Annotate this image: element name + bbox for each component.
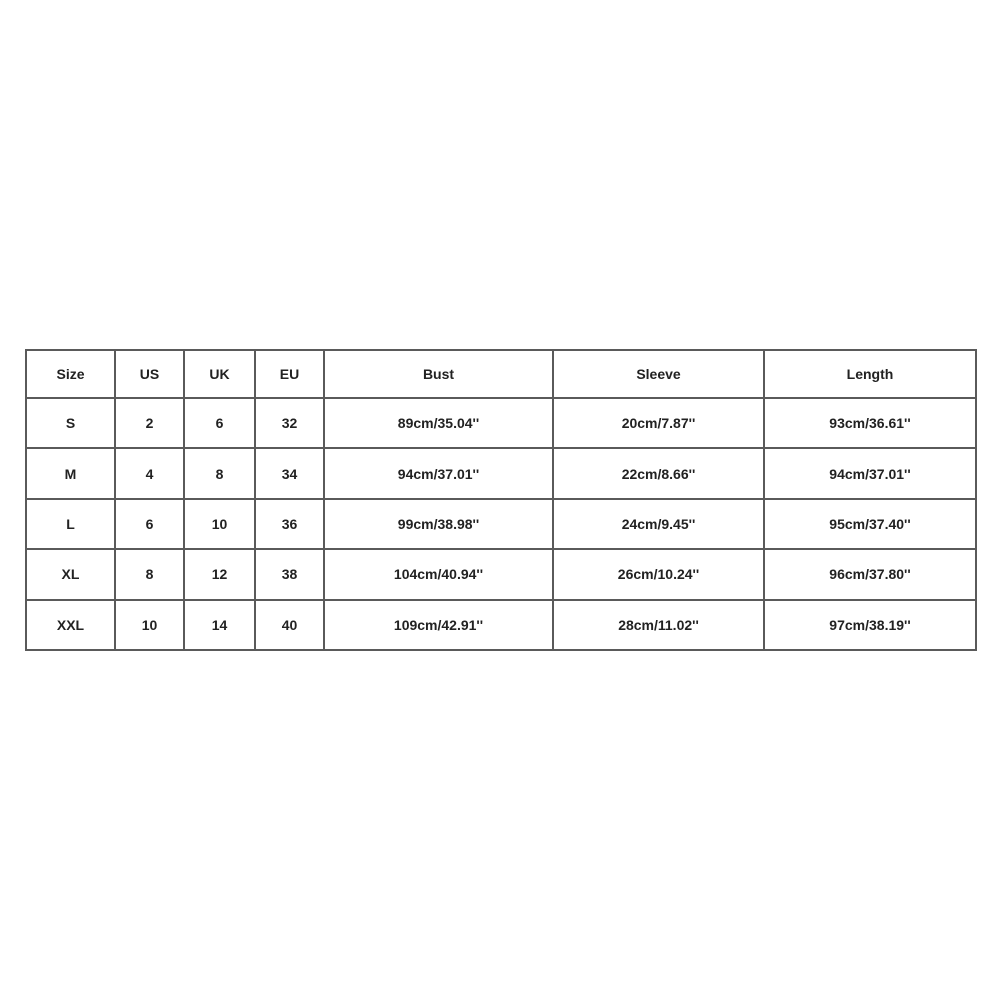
- header-uk: UK: [184, 350, 255, 398]
- cell-sleeve: 24cm/9.45'': [553, 499, 764, 549]
- cell-size: XL: [26, 549, 115, 599]
- cell-bust: 109cm/42.91'': [324, 600, 553, 650]
- cell-length: 93cm/36.61'': [764, 398, 976, 448]
- cell-eu: 38: [255, 549, 324, 599]
- cell-size: S: [26, 398, 115, 448]
- size-chart-table: [25, 349, 977, 651]
- cell-us: 8: [115, 549, 184, 599]
- table-row: [26, 499, 976, 549]
- cell-length: 97cm/38.19'': [764, 600, 976, 650]
- cell-eu: 36: [255, 499, 324, 549]
- table-row: [26, 448, 976, 498]
- header-sleeve: Sleeve: [553, 350, 764, 398]
- cell-bust: 99cm/38.98'': [324, 499, 553, 549]
- cell-length: 94cm/37.01'': [764, 448, 976, 498]
- cell-uk: 10: [184, 499, 255, 549]
- cell-uk: 8: [184, 448, 255, 498]
- cell-eu: 40: [255, 600, 324, 650]
- cell-sleeve: 26cm/10.24'': [553, 549, 764, 599]
- cell-bust: 94cm/37.01'': [324, 448, 553, 498]
- header-us: US: [115, 350, 184, 398]
- cell-eu: 32: [255, 398, 324, 448]
- cell-size: M: [26, 448, 115, 498]
- table-row: [26, 600, 976, 650]
- cell-length: 95cm/37.40'': [764, 499, 976, 549]
- header-size: Size: [26, 350, 115, 398]
- cell-sleeve: 20cm/7.87'': [553, 398, 764, 448]
- table-row: [26, 398, 976, 448]
- cell-bust: 89cm/35.04'': [324, 398, 553, 448]
- header-length: Length: [764, 350, 976, 398]
- cell-size: L: [26, 499, 115, 549]
- cell-uk: 6: [184, 398, 255, 448]
- header-bust: Bust: [324, 350, 553, 398]
- cell-us: 6: [115, 499, 184, 549]
- table-row: [26, 549, 976, 599]
- cell-size: XXL: [26, 600, 115, 650]
- table-header-row: [26, 350, 976, 398]
- cell-uk: 14: [184, 600, 255, 650]
- cell-us: 2: [115, 398, 184, 448]
- cell-sleeve: 28cm/11.02'': [553, 600, 764, 650]
- cell-us: 10: [115, 600, 184, 650]
- cell-bust: 104cm/40.94'': [324, 549, 553, 599]
- cell-sleeve: 22cm/8.66'': [553, 448, 764, 498]
- cell-uk: 12: [184, 549, 255, 599]
- cell-length: 96cm/37.80'': [764, 549, 976, 599]
- header-eu: EU: [255, 350, 324, 398]
- cell-eu: 34: [255, 448, 324, 498]
- cell-us: 4: [115, 448, 184, 498]
